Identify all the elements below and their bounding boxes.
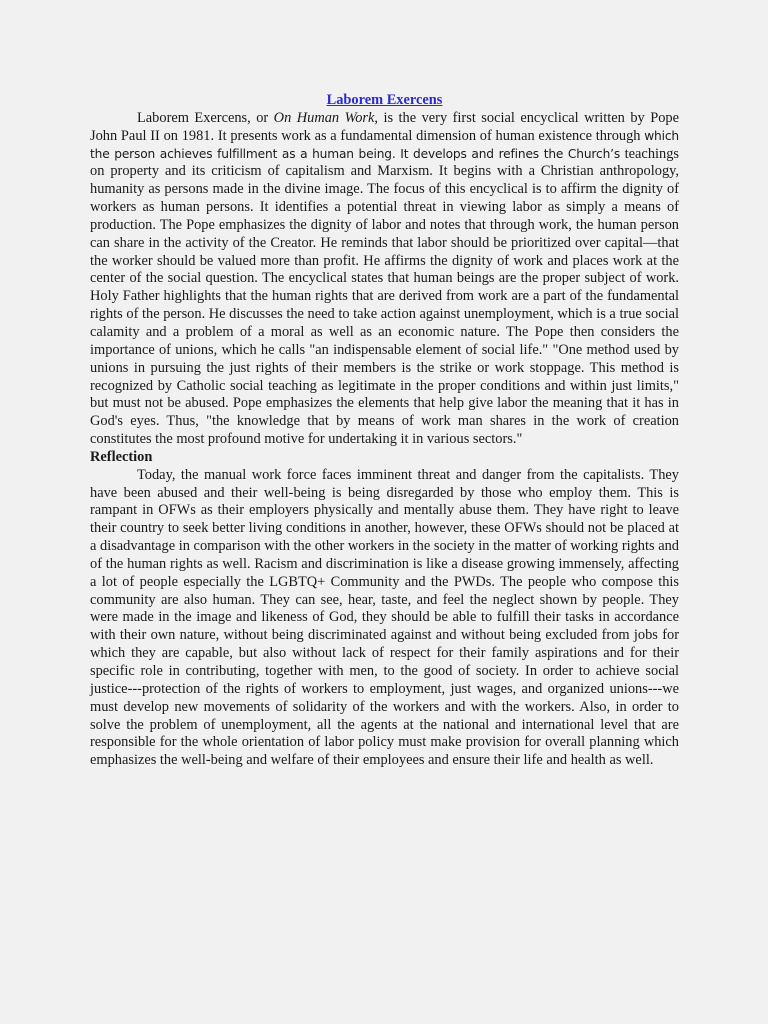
summary-text-body: teachings on property and its criticism of capitalism and Marxism. It begins with a Christian anthropology, humanity as persons made in the divine image. The focus of this encyclical is to affirm the dignity of workers as human persons. It identifies a potential threat in viewing labor as simply a means of production. The Pope emphasizes the dignity of labor and notes that through work, the human person can share in the activity of the Creator. He reminds that labor should be prioritized over capital—that the worker should be valued more than profit. He affirms the dignity of work and places work at the center of the social question. The encyclical states that human beings are the proper subject of work. Holy Father highlights that the human rights that are derived from work are a part of the fundamental rights of the person. He discusses the need to take action against unemployment, which is a true social calamity and a problem of a moral as well as an economic nature. The Pope then considers the importance of unions, which he calls "an indispensable element of social life." "One method used by unions in pursuing the just rights of their members is the strike or work stoppage. This method is recognized by Catholic social teaching as legitimate in the proper conditions and within just limits," but must not be abused. Pope emphasizes the elements that help give labor the meaning that it has in God's eyes. Thus, "the knowledge that by means of work man shares in the work of creation constitutes the most profound motive for undertaking it in various sectors." bbox=[90, 145, 679, 448]
document-title-link[interactable]: Laborem Exercens bbox=[326, 92, 443, 108]
reflection-paragraph: Today, the manual work force faces imminent threat and danger from the capitalists. They have been abused and their well-being is being disregarded by those who employ them. This is rampant in OFWs as their employers physically and mentally abuse them. They have right to leave their country to seek better living conditions in another, however, these OFWs should not be placed at a disadvantage in comparison with the other workers in the society in the matter of working rights and of the human rights as well. Racism and discrimination is like a disease growing immensely, affecting a lot of people especially the LGBTQ+ Community and the PWDs. The people who compose this community are also human. They can see, hear, taste, and feel the neglect shown by people. They were made in the image and likeness of God, they should be able to fulfill their tasks in accordance with their own nature, without being discriminated against and without being excluded from jobs for which they are capable, but also without lack of respect for their family aspirations and for their specific role in contributing, together with men, to the good of society. In order to achieve social justice---protection of the rights of workers to employment, just wages, and organized unions---we must develop new movements of solidarity of the workers and with the workers. Also, in order to solve the problem of unemployment, all the agents at the national and international level that are responsible for the whole orientation of labor policy must make provision for overall planning which emphasizes the well-being and welfare of their employees and ensure their life and health as well. bbox=[90, 466, 679, 769]
summary-text-start: Laborem Exercens, or bbox=[137, 109, 274, 126]
reflection-heading: Reflection bbox=[90, 448, 153, 465]
summary-text-alt-font: which the person achieves fulfillment as a human being. It develops and refines the Church’s bbox=[90, 128, 679, 161]
summary-italic-title: On Human Work bbox=[273, 109, 375, 126]
summary-paragraph bbox=[90, 110, 679, 449]
summary-text-intro: , is the very first social encyclical written by Pope John Paul II on 1981. It presents work as a fundamental dimension of human existence through bbox=[90, 109, 679, 144]
document-body bbox=[90, 92, 679, 770]
